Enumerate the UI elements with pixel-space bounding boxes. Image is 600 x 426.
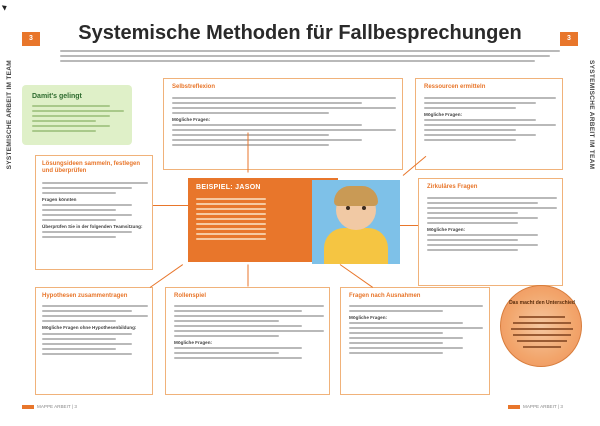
card-selbstreflexion	[163, 78, 403, 170]
card-title-loesungsideen: Lösungsideen sammeln, festlegen und überprüfen	[42, 161, 141, 174]
connector-arrow	[248, 133, 249, 173]
side-title-right: SYSTEMISCHE ARBEIT IM TEAM	[588, 60, 595, 170]
card-subtitle: Mögliche Fragen:	[174, 340, 213, 345]
card-subtitle: Mögliche Fragen:	[424, 112, 463, 117]
page-number-right: 3	[560, 32, 578, 46]
tips-text	[32, 105, 124, 135]
card-hypothesen	[35, 287, 153, 395]
card-title-selbstreflexion: Selbstreflexion	[172, 84, 216, 90]
page-title: Systemische Methoden für Fallbesprechungen	[78, 22, 522, 44]
connector-arrow	[248, 265, 249, 287]
card-title-hypothesen: Hypothesen zusammentragen	[42, 293, 128, 299]
card-subtitle-2: Überprüfen Sie in der folgenden Teamsitzung:	[42, 224, 143, 229]
card-ausnahmen	[340, 287, 490, 395]
example-label: BEISPIEL: JASON	[196, 184, 261, 191]
card-subtitle: Fragen könnten	[42, 197, 77, 202]
connector-arrow	[150, 264, 183, 288]
footer-right: MAPPE ARBEIT | 3	[508, 404, 563, 409]
side-title-left: SYSTEMISCHE ARBEIT IM TEAM	[6, 60, 13, 170]
card-title-rollenspiel: Rollenspiel	[174, 293, 207, 299]
card-loesungsideen	[35, 155, 153, 270]
card-title-ressourcen: Ressourcen ermitteln	[424, 84, 486, 90]
connector-arrow	[153, 205, 188, 206]
example-text	[196, 198, 266, 243]
page-number-left: 3	[22, 32, 40, 46]
card-subtitle: Mögliche Fragen:	[172, 117, 211, 122]
card-zirkulaer	[418, 178, 563, 286]
tips-box	[22, 85, 132, 145]
tips-title: Damit's gelingt	[32, 93, 82, 100]
mouse-cursor-icon	[2, 3, 8, 10]
difference-circle	[500, 285, 582, 367]
card-title-ausnahmen: Fragen nach Ausnahmen	[349, 293, 421, 299]
card-subtitle: Mögliche Fragen:	[349, 315, 388, 320]
intro-text	[60, 50, 560, 65]
card-ressourcen	[415, 78, 563, 170]
child-photo	[312, 180, 400, 264]
circle-title: Das macht den Unterschied	[509, 300, 575, 306]
connector-arrow	[340, 264, 373, 288]
footer-left: MAPPE ARBEIT | 3	[22, 404, 77, 409]
connector-arrow	[400, 225, 418, 226]
card-rollenspiel	[165, 287, 330, 395]
card-title-zirkulaer: Zirkuläres Fragen	[427, 184, 478, 190]
card-subtitle: Mögliche Fragen ohne Hypothesenbildung:	[42, 325, 137, 330]
card-subtitle: Mögliche Fragen:	[427, 227, 466, 232]
